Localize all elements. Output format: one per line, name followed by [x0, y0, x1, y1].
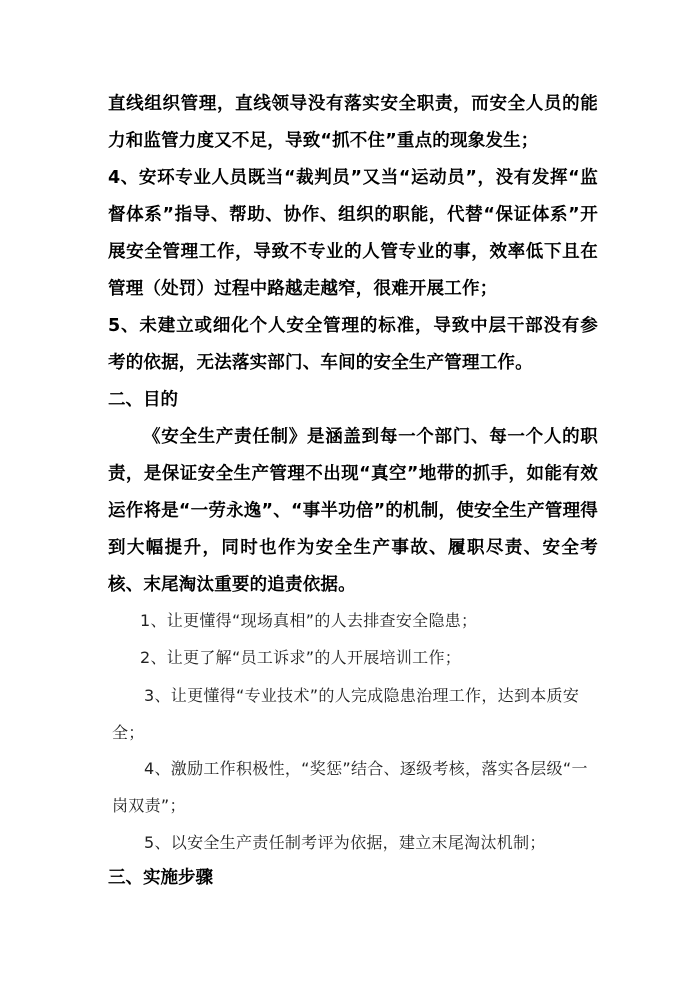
goal-item-1: 1、让更懂得“现场真相”的人去排查安全隐患； [140, 611, 478, 630]
goal-item-4: 4、激励工作积极性，“奖惩”结合、逐级考核，落实各层级“一岗双责”； [112, 759, 588, 815]
paragraph-item-3-continued: 直线组织管理，直线领导没有落实安全职责，而安全人员的能力和监管力度又不足，导致“抓不住”重点的现象发生； [108, 94, 598, 151]
paragraph-item-5: 5、未建立或细化个人安全管理的标准，导致中层干部没有参考的依据，无法落实部门、车间的安全生产管理工作。 [108, 316, 598, 373]
section-heading-purpose: 二、目的 [108, 390, 178, 410]
section-heading-implementation: 三、实施步骤 [108, 868, 213, 888]
purpose-intro-paragraph: 《安全生产责任制》是涵盖到每一个部门、每一个人的职责，是保证安全生产管理不出现“真空”地带的抓手，如能有效运作将是“一劳永逸”、“事半功倍”的机制，使安全生产管理得到大幅提升，同时也作为安全生产事故、履职尽责、安全考核、末尾淘汰重要的追责依据。 [108, 427, 598, 595]
goal-item-5: 5、以安全生产责任制考评为依据，建立末尾淘汰机制； [144, 833, 546, 852]
goal-item-2: 2、让更了解“员工诉求”的人开展培训工作； [140, 648, 462, 667]
goal-item-3: 3、让更懂得“专业技术”的人完成隐患治理工作，达到本质安全； [112, 686, 580, 742]
paragraph-item-4: 4、安环专业人员既当“裁判员”又当“运动员”，没有发挥“监督体系”指导、帮助、协作、组织的职能，代替“保证体系”开展安全管理工作，导致不专业的人管专业的事，效率低下且在管理（处罚）过程中路越走越窄，很难开展工作； [108, 168, 598, 299]
